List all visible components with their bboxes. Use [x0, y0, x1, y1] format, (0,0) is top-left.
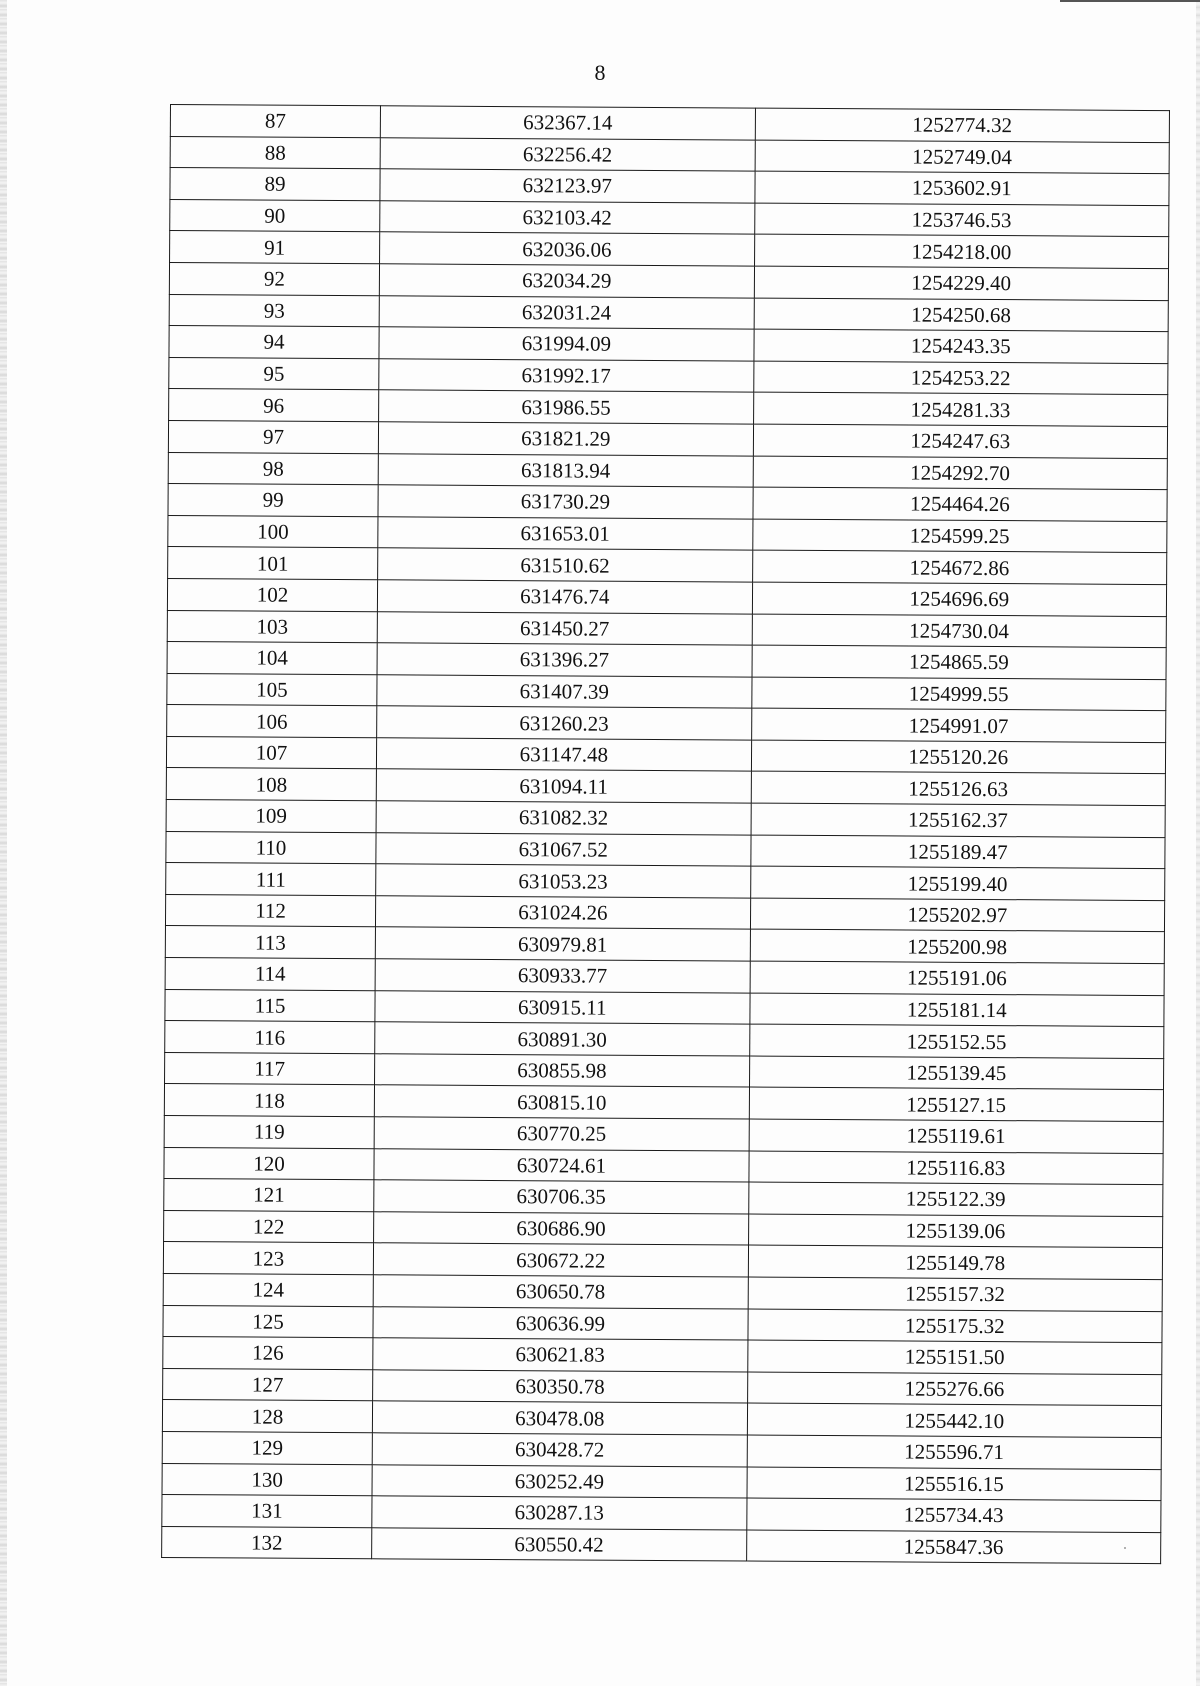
x-coordinate-cell: 632036.06 — [380, 232, 755, 266]
point-number-cell: 94 — [169, 326, 379, 359]
x-coordinate-cell: 632103.42 — [380, 201, 755, 235]
point-number-cell: 126 — [163, 1337, 373, 1370]
x-coordinate-cell: 632034.29 — [379, 264, 754, 298]
point-number-cell: 131 — [162, 1495, 372, 1528]
point-number-cell: 124 — [163, 1273, 373, 1306]
x-coordinate-cell: 630550.42 — [372, 1527, 747, 1561]
scan-speck — [1124, 1547, 1126, 1549]
y-coordinate-cell: 1255191.06 — [750, 961, 1165, 995]
point-number-cell: 122 — [164, 1210, 374, 1243]
point-number-cell: 97 — [168, 420, 378, 453]
x-coordinate-cell: 630621.83 — [373, 1338, 748, 1372]
y-coordinate-cell: 1254730.04 — [752, 614, 1167, 648]
x-coordinate-cell: 631992.17 — [379, 359, 754, 393]
x-coordinate-cell: 630706.35 — [374, 1180, 749, 1214]
x-coordinate-cell: 631082.32 — [376, 801, 751, 835]
y-coordinate-cell: 1255596.71 — [747, 1435, 1162, 1469]
y-coordinate-cell: 1254218.00 — [754, 234, 1169, 268]
x-coordinate-cell: 632123.97 — [380, 169, 755, 203]
y-coordinate-cell: 1255152.55 — [749, 1024, 1164, 1058]
y-coordinate-cell: 1254292.70 — [753, 456, 1168, 490]
x-coordinate-cell: 631813.94 — [378, 453, 753, 487]
x-coordinate-cell: 631653.01 — [378, 516, 753, 550]
x-coordinate-cell: 630428.72 — [372, 1433, 747, 1467]
point-number-cell: 121 — [164, 1179, 374, 1212]
point-number-cell: 98 — [168, 452, 378, 485]
point-number-cell: 130 — [162, 1463, 372, 1496]
y-coordinate-cell: 1255189.47 — [750, 835, 1165, 869]
x-coordinate-cell: 632031.24 — [379, 295, 754, 329]
x-coordinate-cell: 631067.52 — [376, 832, 751, 866]
y-coordinate-cell: 1254672.86 — [752, 550, 1167, 584]
x-coordinate-cell: 630478.08 — [372, 1401, 747, 1435]
y-coordinate-cell: 1255200.98 — [750, 929, 1165, 963]
y-coordinate-cell: 1252774.32 — [755, 108, 1170, 142]
point-number-cell: 93 — [169, 294, 379, 327]
x-coordinate-cell: 631407.39 — [377, 674, 752, 708]
point-number-cell: 112 — [165, 894, 375, 927]
point-number-cell: 102 — [167, 578, 377, 611]
y-coordinate-cell: 1254250.68 — [754, 298, 1169, 332]
point-number-cell: 92 — [169, 262, 379, 295]
y-coordinate-cell: 1254247.63 — [753, 424, 1168, 458]
x-coordinate-cell: 631094.11 — [376, 769, 751, 803]
point-number-cell: 118 — [164, 1084, 374, 1117]
y-coordinate-cell: 1255516.15 — [747, 1467, 1162, 1501]
point-number-cell: 89 — [170, 168, 380, 201]
y-coordinate-cell: 1255139.06 — [748, 1214, 1163, 1248]
x-coordinate-cell: 630724.61 — [374, 1148, 749, 1182]
point-number-cell: 113 — [165, 926, 375, 959]
x-coordinate-cell: 631396.27 — [377, 643, 752, 677]
point-number-cell: 91 — [170, 231, 380, 264]
y-coordinate-cell: 1255442.10 — [747, 1403, 1162, 1437]
y-coordinate-cell: 1254991.07 — [751, 708, 1166, 742]
y-coordinate-cell: 1253746.53 — [754, 203, 1169, 237]
x-coordinate-cell: 630287.13 — [372, 1496, 747, 1530]
page-number: 8 — [594, 60, 606, 85]
x-coordinate-cell: 630350.78 — [373, 1370, 748, 1404]
point-number-cell: 132 — [162, 1526, 372, 1559]
y-coordinate-cell: 1255734.43 — [746, 1498, 1161, 1532]
point-number-cell: 115 — [165, 989, 375, 1022]
point-number-cell: 110 — [166, 831, 376, 864]
x-coordinate-cell: 631986.55 — [379, 390, 754, 424]
y-coordinate-cell: 1255119.61 — [749, 1119, 1164, 1153]
scan-edge-top-line — [1060, 0, 1200, 2]
x-coordinate-cell: 631450.27 — [377, 611, 752, 645]
point-number-cell: 116 — [165, 1021, 375, 1054]
x-coordinate-cell: 632367.14 — [380, 106, 755, 140]
x-coordinate-cell: 631994.09 — [379, 327, 754, 361]
y-coordinate-cell: 1253602.91 — [755, 171, 1170, 205]
point-number-cell: 99 — [168, 484, 378, 517]
y-coordinate-cell: 1255149.78 — [748, 1245, 1163, 1279]
y-coordinate-cell: 1255151.50 — [747, 1340, 1162, 1374]
y-coordinate-cell: 1254999.55 — [751, 677, 1166, 711]
point-number-cell: 129 — [162, 1431, 372, 1464]
x-coordinate-cell: 630855.98 — [375, 1054, 750, 1088]
y-coordinate-cell: 1255127.15 — [749, 1087, 1164, 1121]
x-coordinate-cell: 630650.78 — [373, 1275, 748, 1309]
y-coordinate-cell: 1254464.26 — [753, 487, 1168, 521]
x-coordinate-cell: 632256.42 — [380, 137, 755, 171]
y-coordinate-cell: 1252749.04 — [755, 140, 1170, 174]
x-coordinate-cell: 630686.90 — [374, 1212, 749, 1246]
point-number-cell: 105 — [167, 673, 377, 706]
point-number-cell: 96 — [169, 389, 379, 422]
coordinates-table-body — [162, 105, 1170, 1564]
y-coordinate-cell: 1255181.14 — [749, 993, 1164, 1027]
y-coordinate-cell: 1255199.40 — [750, 866, 1165, 900]
x-coordinate-cell: 630815.10 — [374, 1085, 749, 1119]
x-coordinate-cell: 631510.62 — [378, 548, 753, 582]
point-number-cell: 125 — [163, 1305, 373, 1338]
point-number-cell: 108 — [166, 768, 376, 801]
point-number-cell: 104 — [167, 642, 377, 675]
point-number-cell: 107 — [166, 736, 376, 769]
point-number-cell: 114 — [165, 958, 375, 991]
x-coordinate-cell: 630891.30 — [375, 1022, 750, 1056]
x-coordinate-cell: 630636.99 — [373, 1306, 748, 1340]
y-coordinate-cell: 1255126.63 — [751, 772, 1166, 806]
point-number-cell: 119 — [164, 1115, 374, 1148]
x-coordinate-cell: 630933.77 — [375, 959, 750, 993]
x-coordinate-cell: 630252.49 — [372, 1464, 747, 1498]
coordinates-table — [161, 104, 1170, 1564]
x-coordinate-cell: 631024.26 — [376, 896, 751, 930]
y-coordinate-cell: 1255175.32 — [748, 1309, 1163, 1343]
x-coordinate-cell: 630770.25 — [374, 1117, 749, 1151]
x-coordinate-cell: 631147.48 — [377, 738, 752, 772]
y-coordinate-cell: 1254229.40 — [754, 266, 1169, 300]
y-coordinate-cell: 1255276.66 — [747, 1372, 1162, 1406]
point-number-cell: 101 — [168, 547, 378, 580]
y-coordinate-cell: 1255139.45 — [749, 1056, 1164, 1090]
table-row — [162, 1526, 1161, 1564]
scan-edge-right — [1196, 0, 1200, 1686]
y-coordinate-cell: 1255202.97 — [750, 898, 1165, 932]
point-number-cell: 117 — [165, 1052, 375, 1085]
x-coordinate-cell: 631821.29 — [378, 422, 753, 456]
point-number-cell: 103 — [167, 610, 377, 643]
y-coordinate-cell: 1254696.69 — [752, 582, 1167, 616]
x-coordinate-cell: 631053.23 — [376, 864, 751, 898]
y-coordinate-cell: 1254253.22 — [753, 361, 1168, 395]
point-number-cell: 123 — [163, 1242, 373, 1275]
point-number-cell: 109 — [166, 800, 376, 833]
scan-edge-left — [0, 0, 7, 1686]
x-coordinate-cell: 630672.22 — [373, 1243, 748, 1277]
point-number-cell: 128 — [162, 1400, 372, 1433]
point-number-cell: 90 — [170, 199, 380, 232]
y-coordinate-cell: 1254243.35 — [754, 329, 1169, 363]
x-coordinate-cell: 630915.11 — [375, 990, 750, 1024]
y-coordinate-cell: 1254599.25 — [752, 519, 1167, 553]
y-coordinate-cell: 1255116.83 — [749, 1151, 1164, 1185]
y-coordinate-cell: 1255847.36 — [746, 1530, 1161, 1564]
y-coordinate-cell: 1254865.59 — [752, 645, 1167, 679]
x-coordinate-cell: 631730.29 — [378, 485, 753, 519]
y-coordinate-cell: 1255157.32 — [748, 1277, 1163, 1311]
point-number-cell: 100 — [168, 515, 378, 548]
point-number-cell: 106 — [167, 705, 377, 738]
x-coordinate-cell: 630979.81 — [375, 927, 750, 961]
point-number-cell: 87 — [170, 105, 380, 138]
point-number-cell: 127 — [163, 1368, 373, 1401]
x-coordinate-cell: 631476.74 — [377, 580, 752, 614]
y-coordinate-cell: 1255122.39 — [748, 1182, 1163, 1216]
y-coordinate-cell: 1254281.33 — [753, 392, 1168, 426]
y-coordinate-cell: 1255162.37 — [751, 803, 1166, 837]
point-number-cell: 120 — [164, 1147, 374, 1180]
point-number-cell: 88 — [170, 136, 380, 169]
y-coordinate-cell: 1255120.26 — [751, 740, 1166, 774]
point-number-cell: 95 — [169, 357, 379, 390]
x-coordinate-cell: 631260.23 — [377, 706, 752, 740]
point-number-cell: 111 — [166, 863, 376, 896]
